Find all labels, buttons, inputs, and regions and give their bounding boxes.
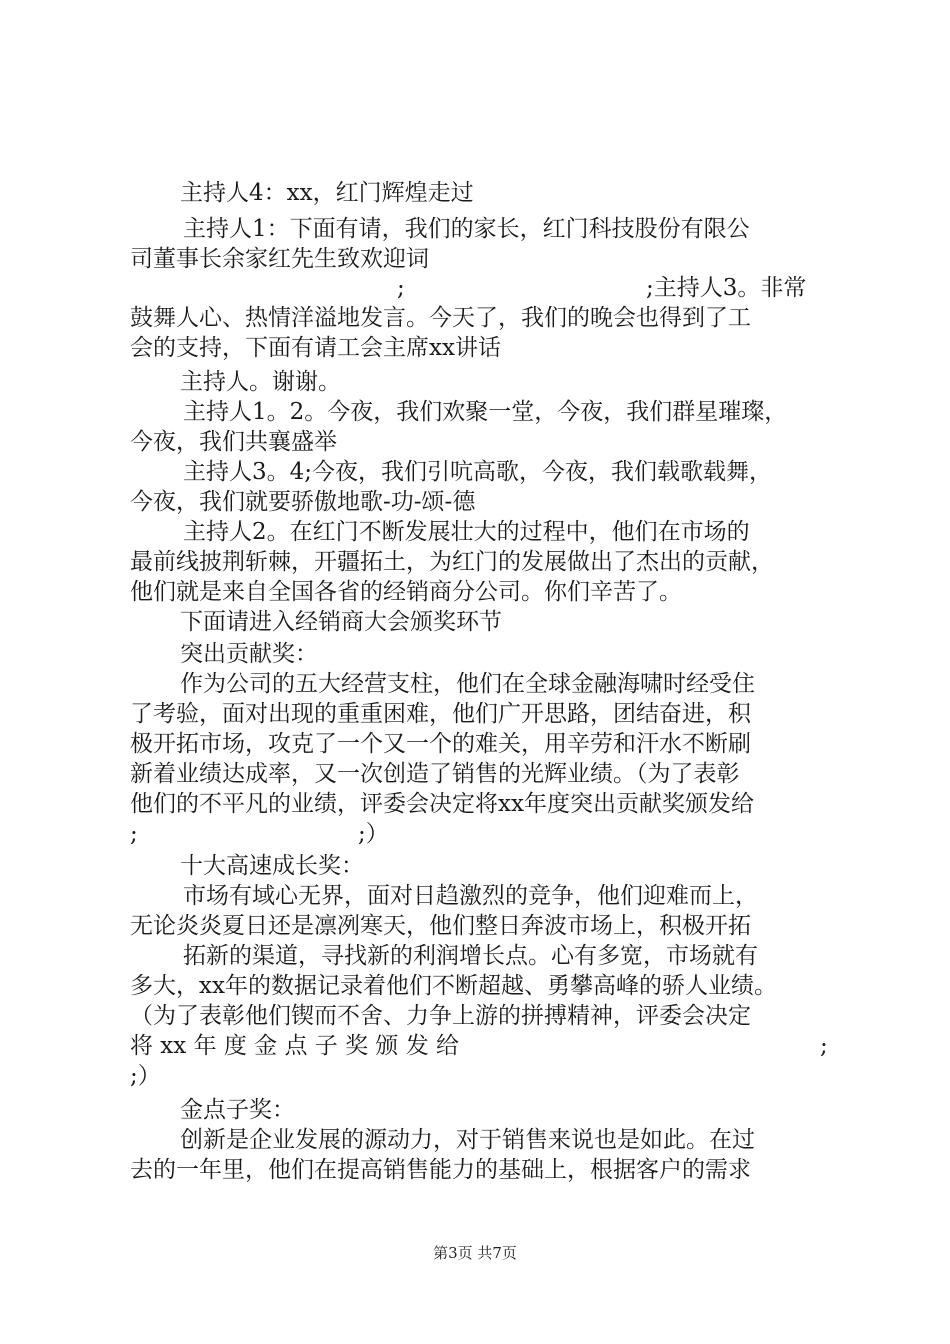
text-line: [0, 332, 950, 364]
text-line: [0, 606, 950, 638]
text-line: [0, 1094, 950, 1126]
text-line: [0, 880, 950, 912]
text-line: [0, 940, 950, 972]
text-line: [0, 850, 950, 882]
text-fragment: 十大高速成长奖：: [180, 853, 364, 879]
text-fragment: 他们的不平凡的业绩，评委会决定将xx年度突出贡献奖颁发给: [130, 791, 754, 817]
text-fragment: 拓新的渠道，寻找新的利润增长点。心有多宽，市场就有: [183, 943, 758, 969]
text-fragment: 主持人1：下面有请，我们的家长，红门科技股份有限公: [183, 216, 750, 242]
text-line: [0, 1060, 950, 1092]
text-fragment: 金点子奖：: [180, 1097, 295, 1123]
text-line: [0, 366, 950, 398]
text-line: [0, 396, 950, 428]
text-fragment: ;）: [130, 1063, 161, 1089]
text-fragment: （为了表彰他们锲而不舍、力争上游的拼搏精神，评委会决定: [130, 1003, 751, 1029]
text-fragment: 鼓舞人心、热情洋溢地发言。今天了，我们的晚会也得到了工: [130, 305, 751, 331]
text-fragment: ;: [820, 1033, 828, 1059]
text-line: [0, 516, 950, 548]
text-fragment: ;）: [358, 821, 389, 847]
text-line: [0, 272, 950, 304]
text-line: [0, 456, 950, 488]
text-fragment: ;主持人3。非常: [646, 275, 807, 301]
text-line: [0, 698, 950, 730]
text-line: [0, 302, 950, 334]
text-line: [0, 910, 950, 942]
text-line: [0, 970, 950, 1002]
text-line: [0, 1154, 950, 1186]
text-line: [0, 788, 950, 820]
text-line: [0, 177, 950, 209]
text-line: [0, 546, 950, 578]
text-fragment: 下面请进入经销商大会颁奖环节: [180, 609, 502, 635]
text-fragment: 今夜，我们就要骄傲地歌-功-颂-德: [130, 489, 476, 515]
text-fragment: 突出贡献奖：: [180, 641, 318, 667]
text-fragment: 司董事长余家红先生致欢迎词: [130, 246, 429, 272]
text-fragment: 主持人1。2。今夜，我们欢聚一堂，今夜，我们群星璀璨，: [183, 399, 788, 425]
text-line: [0, 1000, 950, 1032]
text-line: [0, 668, 950, 700]
text-fragment: 创新是企业发展的源动力，对于销售来说也是如此。在过: [180, 1127, 755, 1153]
text-fragment: 市场有域心无界，面对日趋激烈的竞争，他们迎难而上，: [183, 883, 758, 909]
text-line: [0, 243, 950, 275]
text-line: [0, 1030, 950, 1062]
text-line: [0, 728, 950, 760]
text-fragment: 主持人3。4;今夜，我们引吭高歌，今夜，我们载歌载舞，: [183, 459, 773, 485]
text-fragment: 主持人2。在红门不断发展壮大的过程中，他们在市场的: [183, 519, 750, 545]
text-fragment: 了考验，面对出现的重重困难，他们广开思路，团结奋进，积: [130, 701, 751, 727]
text-fragment: 无论炎炎夏日还是凛冽寒天，他们整日奔波市场上，积极开拓: [130, 913, 751, 939]
text-line: [0, 1124, 950, 1156]
text-line: [0, 758, 950, 790]
text-line: [0, 818, 950, 850]
text-fragment: 多大，xx年的数据记录着他们不断超越、勇攀高峰的骄人业绩。: [130, 973, 777, 999]
text-line: [0, 426, 950, 458]
text-line: [0, 638, 950, 670]
text-fragment: ;: [130, 821, 138, 847]
text-fragment: 最前线披荆斩棘，开疆拓土，为红门的发展做出了杰出的贡献，: [130, 549, 774, 575]
text-fragment: 极开拓市场，攻克了一个又一个的难关，用辛劳和汗水不断刷: [130, 731, 751, 757]
text-fragment: 将 xx 年 度 金 点 子 奖 颁 发 给: [130, 1033, 460, 1059]
text-fragment: 今夜，我们共襄盛举: [130, 429, 337, 455]
text-fragment: 去的一年里，他们在提高销售能力的基础上，根据客户的需求: [130, 1157, 751, 1183]
text-fragment: 主持人4：xx，红门辉煌走过: [180, 180, 474, 206]
text-line: [0, 486, 950, 518]
page-footer: 第3页 共7页: [433, 1244, 517, 1262]
text-fragment: ;: [397, 275, 405, 301]
text-fragment: 会的支持，下面有请工会主席xx讲话: [130, 335, 501, 361]
text-fragment: 主持人。谢谢。: [180, 369, 341, 395]
text-fragment: 作为公司的五大经营支柱，他们在全球金融海啸时经受住: [180, 671, 755, 697]
text-fragment: 他们就是来自全国各省的经销商分公司。你们辛苦了。: [130, 579, 682, 605]
text-line: [0, 576, 950, 608]
text-line: [0, 213, 950, 245]
text-fragment: 新着业绩达成率，又一次创造了销售的光辉业绩。（为了表彰: [130, 761, 740, 787]
